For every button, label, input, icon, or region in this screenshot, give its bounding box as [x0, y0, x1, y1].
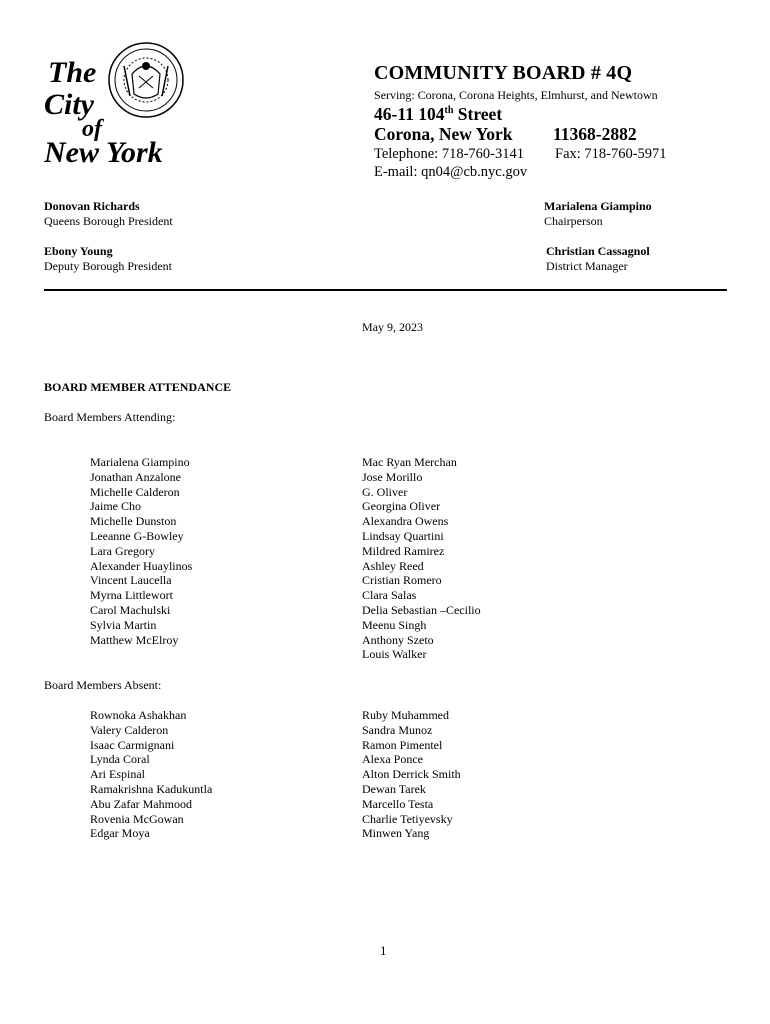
official-left-2: [44, 244, 172, 274]
member-name: Abu Zafar Mahmood: [90, 796, 192, 811]
official-title: Deputy Borough President: [44, 259, 172, 273]
member-name: Ashley Reed: [362, 558, 424, 573]
member-name: Charlie Tetiyevsky: [362, 811, 453, 826]
official-name: Ebony Young: [44, 244, 113, 258]
member-name: Michelle Calderon: [90, 484, 180, 499]
member-name: Jaime Cho: [90, 499, 141, 514]
member-name: Myrna Littlewort: [90, 588, 173, 603]
absent-list-left: [90, 708, 212, 841]
member-name: Vincent Laucella: [90, 573, 172, 588]
member-name: Ari Espinal: [90, 767, 145, 782]
member-name: Sylvia Martin: [90, 617, 157, 632]
city-state: Corona, New York: [374, 124, 513, 144]
page-number: 1: [380, 943, 387, 958]
member-name: Marcello Testa: [362, 796, 434, 811]
member-name: Rownoka Ashakhan: [90, 708, 187, 722]
member-name: Delia Sebastian –Cecilio: [362, 602, 481, 617]
member-name: Jonathan Anzalone: [90, 469, 181, 484]
member-name: Louis Walker: [362, 647, 427, 662]
member-name: Marialena Giampino: [90, 455, 190, 469]
official-left-1: [44, 199, 173, 229]
member-name: Rovenia McGowan: [90, 811, 184, 826]
fax: Fax: 718-760-5971: [555, 146, 667, 162]
member-name: Minwen Yang: [362, 826, 430, 841]
member-name: Valery Calderon: [90, 722, 169, 737]
telephone: Telephone: 718-760-3141: [374, 146, 524, 162]
member-name: Ramon Pimentel: [362, 737, 443, 752]
member-name: Jose Morillo: [362, 469, 423, 484]
member-name: Cristian Romero: [362, 573, 442, 588]
member-name: Meenu Singh: [362, 617, 427, 632]
official-right-2: [546, 244, 650, 274]
official-name: Donovan Richards: [44, 199, 140, 213]
svg-text:of: of: [82, 116, 102, 142]
member-name: Alexa Ponce: [362, 752, 423, 767]
zip-code: 11368-2882: [553, 124, 637, 144]
member-name: Michelle Dunston: [90, 514, 177, 529]
member-name: Mac Ryan Merchan: [362, 455, 457, 469]
svg-text:New York: New York: [44, 136, 163, 169]
meeting-date: May 9, 2023: [362, 320, 423, 334]
member-name: Ramakrishna Kadukuntla: [90, 781, 213, 796]
section-heading: BOARD MEMBER ATTENDANCE: [44, 380, 232, 394]
member-name: Georgina Oliver: [362, 499, 441, 514]
header-divider: [44, 289, 727, 291]
official-right-1: [544, 199, 652, 229]
member-name: Ruby Muhammed: [362, 708, 449, 722]
attending-label: Board Members Attending:: [44, 410, 176, 424]
city-of-new-york-logo: [44, 36, 194, 172]
member-name: Sandra Munoz: [362, 722, 433, 737]
member-name: Dewan Tarek: [362, 781, 426, 796]
attending-list-left: [90, 455, 192, 647]
member-name: Leeanne G-Bowley: [90, 528, 184, 543]
member-name: Mildred Ramirez: [362, 543, 445, 558]
member-name: Carol Machulski: [90, 602, 171, 617]
official-title: Queens Borough President: [44, 214, 173, 228]
member-name: Edgar Moya: [90, 826, 150, 841]
official-name: Marialena Giampino: [544, 199, 652, 213]
member-name: G. Oliver: [362, 484, 408, 499]
official-title: District Manager: [546, 259, 628, 273]
attending-list-right: [362, 455, 481, 662]
svg-text:The: The: [48, 56, 97, 89]
official-title: Chairperson: [544, 214, 603, 228]
member-name: Lara Gregory: [90, 543, 155, 558]
board-title: COMMUNITY BOARD # 4Q: [374, 62, 633, 84]
absent-list-right: [362, 708, 461, 841]
member-name: Lindsay Quartini: [362, 528, 444, 543]
member-name: Anthony Szeto: [362, 632, 434, 647]
member-name: Lynda Coral: [90, 752, 150, 767]
absent-label: Board Members Absent:: [44, 678, 162, 692]
street-address: 46-11 104th Street: [374, 104, 503, 124]
member-name: Clara Salas: [362, 588, 417, 603]
nyc-seal-icon: [44, 36, 194, 172]
member-name: Alexander Huaylinos: [90, 558, 193, 573]
email-address: E-mail: qn04@cb.nyc.gov: [374, 164, 528, 180]
svg-text:City: City: [44, 88, 94, 121]
serving-areas: Serving: Corona, Corona Heights, Elmhurst, and Newtown: [374, 88, 658, 102]
member-name: Alexandra Owens: [362, 514, 449, 529]
member-name: Alton Derrick Smith: [362, 767, 461, 782]
member-name: Matthew McElroy: [90, 632, 179, 647]
official-name: Christian Cassagnol: [546, 244, 650, 258]
member-name: Isaac Carmignani: [90, 737, 175, 752]
